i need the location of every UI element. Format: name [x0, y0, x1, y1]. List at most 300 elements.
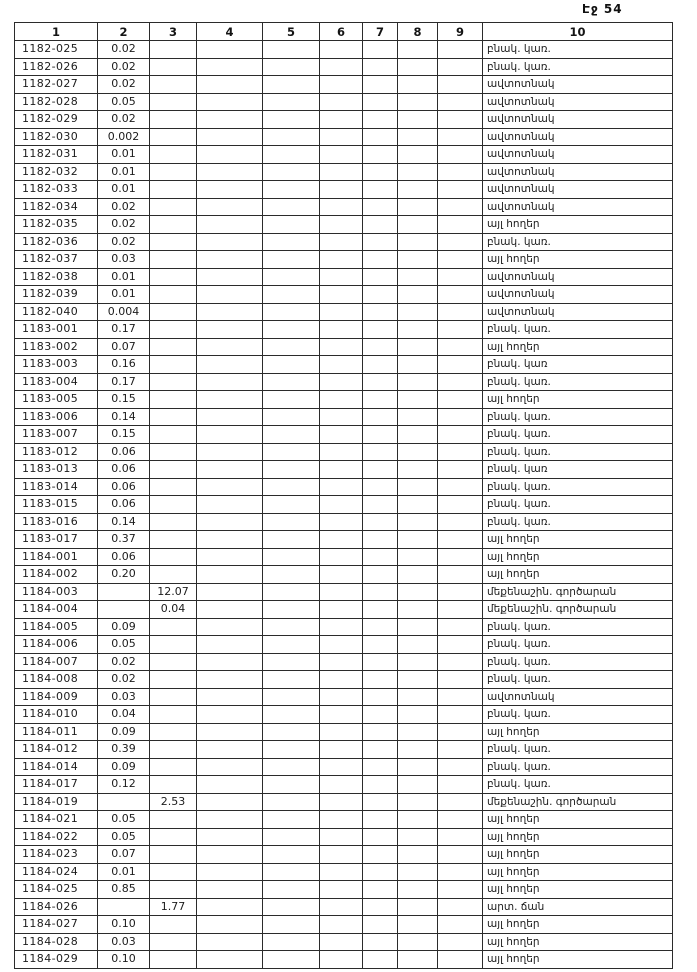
land-use-cell: այլ հողեր [483, 933, 673, 951]
empty-cell [438, 58, 483, 76]
empty-cell [438, 111, 483, 129]
empty-cell [398, 443, 438, 461]
land-use-cell: բնակ. կառ. [483, 513, 673, 531]
empty-cell [438, 671, 483, 689]
empty-cell [263, 146, 320, 164]
area-col2-cell [98, 898, 150, 916]
empty-cell [438, 741, 483, 759]
empty-cell [197, 391, 263, 409]
empty-cell [320, 146, 363, 164]
empty-cell [263, 898, 320, 916]
empty-cell [197, 198, 263, 216]
area-col2-cell: 0.02 [98, 198, 150, 216]
land-use-cell: մեքենաշին. գործարան [483, 583, 673, 601]
empty-cell [197, 548, 263, 566]
empty-cell [363, 583, 398, 601]
area-col3-cell [150, 76, 197, 94]
area-col3-cell [150, 566, 197, 584]
empty-cell [398, 636, 438, 654]
land-use-cell: այլ հողեր [483, 828, 673, 846]
empty-cell [363, 58, 398, 76]
empty-cell [197, 128, 263, 146]
empty-cell [363, 636, 398, 654]
area-col2-cell: 0.06 [98, 443, 150, 461]
empty-cell [197, 776, 263, 794]
table-header-row [15, 23, 673, 41]
empty-cell [398, 373, 438, 391]
area-col2-cell: 0.16 [98, 356, 150, 374]
parcel-code-cell: 1184-021 [15, 811, 98, 829]
empty-cell [197, 933, 263, 951]
area-col3-cell [150, 303, 197, 321]
empty-cell [438, 303, 483, 321]
area-col2-cell: 0.02 [98, 111, 150, 129]
empty-cell [263, 391, 320, 409]
table-row [15, 41, 673, 59]
area-col2-cell: 0.05 [98, 828, 150, 846]
empty-cell [398, 58, 438, 76]
empty-cell [197, 863, 263, 881]
area-col3-cell [150, 776, 197, 794]
table-row [15, 286, 673, 304]
empty-cell [320, 286, 363, 304]
land-use-cell: բնակ. կառ. [483, 443, 673, 461]
empty-cell [438, 636, 483, 654]
empty-cell [320, 268, 363, 286]
empty-cell [197, 653, 263, 671]
empty-cell [320, 933, 363, 951]
empty-cell [363, 93, 398, 111]
land-use-cell: բնակ. կառ. [483, 618, 673, 636]
empty-cell [197, 408, 263, 426]
area-col3-cell [150, 881, 197, 899]
land-use-cell: բնակ. կառ. [483, 373, 673, 391]
empty-cell [398, 863, 438, 881]
parcel-code-cell: 1184-001 [15, 548, 98, 566]
parcel-code-cell: 1182-029 [15, 111, 98, 129]
parcel-code-cell: 1184-009 [15, 688, 98, 706]
table-row [15, 251, 673, 269]
empty-cell [398, 846, 438, 864]
empty-cell [438, 443, 483, 461]
empty-cell [197, 898, 263, 916]
land-use-cell: ավտոտնակ [483, 146, 673, 164]
empty-cell [320, 846, 363, 864]
empty-cell [320, 758, 363, 776]
land-use-cell: այլ հողեր [483, 811, 673, 829]
empty-cell [438, 618, 483, 636]
parcel-code-cell: 1182-034 [15, 198, 98, 216]
empty-cell [438, 286, 483, 304]
area-col2-cell: 0.05 [98, 811, 150, 829]
empty-cell [438, 531, 483, 549]
land-use-cell: այլ հողեր [483, 916, 673, 934]
column-header-6: 6 [320, 23, 363, 41]
area-col3-cell [150, 41, 197, 59]
empty-cell [320, 863, 363, 881]
empty-cell [320, 321, 363, 339]
empty-cell [363, 653, 398, 671]
empty-cell [197, 163, 263, 181]
area-col3-cell [150, 408, 197, 426]
area-col3-cell [150, 93, 197, 111]
area-col3-cell [150, 128, 197, 146]
area-col2-cell: 0.03 [98, 688, 150, 706]
empty-cell [363, 443, 398, 461]
empty-cell [363, 216, 398, 234]
table-row [15, 881, 673, 899]
empty-cell [438, 793, 483, 811]
empty-cell [438, 951, 483, 969]
empty-cell [363, 478, 398, 496]
parcel-code-cell: 1184-028 [15, 933, 98, 951]
area-col2-cell [98, 583, 150, 601]
empty-cell [363, 566, 398, 584]
parcel-code-cell: 1184-029 [15, 951, 98, 969]
table-row [15, 408, 673, 426]
empty-cell [398, 426, 438, 444]
empty-cell [438, 216, 483, 234]
empty-cell [363, 373, 398, 391]
empty-cell [263, 426, 320, 444]
empty-cell [398, 828, 438, 846]
empty-cell [398, 916, 438, 934]
parcel-code-cell: 1182-037 [15, 251, 98, 269]
parcel-code-cell: 1182-035 [15, 216, 98, 234]
empty-cell [197, 181, 263, 199]
empty-cell [197, 251, 263, 269]
area-col3-cell [150, 391, 197, 409]
table-row [15, 811, 673, 829]
empty-cell [263, 251, 320, 269]
empty-cell [438, 653, 483, 671]
land-register-table [14, 22, 673, 969]
empty-cell [398, 286, 438, 304]
area-col2-cell: 0.14 [98, 513, 150, 531]
empty-cell [438, 688, 483, 706]
empty-cell [197, 321, 263, 339]
table-row [15, 478, 673, 496]
empty-cell [398, 653, 438, 671]
empty-cell [438, 898, 483, 916]
table-row [15, 828, 673, 846]
empty-cell [398, 811, 438, 829]
empty-cell [398, 478, 438, 496]
empty-cell [438, 723, 483, 741]
table-row [15, 303, 673, 321]
empty-cell [438, 268, 483, 286]
empty-cell [438, 828, 483, 846]
empty-cell [438, 146, 483, 164]
area-col3-cell [150, 513, 197, 531]
area-col2-cell: 0.03 [98, 251, 150, 269]
empty-cell [263, 636, 320, 654]
empty-cell [263, 566, 320, 584]
empty-cell [263, 601, 320, 619]
empty-cell [263, 41, 320, 59]
empty-cell [320, 496, 363, 514]
area-col3-cell [150, 811, 197, 829]
land-use-cell: բնակ. կառ. [483, 321, 673, 339]
area-col3-cell [150, 478, 197, 496]
empty-cell [263, 583, 320, 601]
table-row [15, 548, 673, 566]
table-row [15, 583, 673, 601]
area-col2-cell: 0.06 [98, 461, 150, 479]
empty-cell [320, 723, 363, 741]
table-row [15, 496, 673, 514]
empty-cell [363, 548, 398, 566]
empty-cell [438, 233, 483, 251]
land-use-cell: մեքենաշին. գործարան [483, 793, 673, 811]
land-use-cell: բնակ. կառ. [483, 408, 673, 426]
empty-cell [320, 461, 363, 479]
area-col2-cell: 0.17 [98, 373, 150, 391]
parcel-code-cell: 1183-004 [15, 373, 98, 391]
table-row [15, 846, 673, 864]
table-row [15, 128, 673, 146]
land-use-cell: ավտոտնակ [483, 198, 673, 216]
parcel-code-cell: 1183-006 [15, 408, 98, 426]
empty-cell [263, 653, 320, 671]
table-row [15, 233, 673, 251]
empty-cell [320, 531, 363, 549]
land-use-cell: բնակ. կառ. [483, 758, 673, 776]
empty-cell [197, 583, 263, 601]
empty-cell [263, 268, 320, 286]
empty-cell [320, 951, 363, 969]
empty-cell [438, 163, 483, 181]
empty-cell [263, 933, 320, 951]
table-row [15, 321, 673, 339]
area-col2-cell: 0.02 [98, 76, 150, 94]
parcel-code-cell: 1182-025 [15, 41, 98, 59]
table-row [15, 373, 673, 391]
empty-cell [197, 758, 263, 776]
area-col2-cell: 0.10 [98, 951, 150, 969]
empty-cell [363, 111, 398, 129]
land-use-cell: ավտոտնակ [483, 76, 673, 94]
table-row [15, 951, 673, 969]
land-use-cell: բնակ. կառ. [483, 58, 673, 76]
empty-cell [398, 951, 438, 969]
area-col2-cell: 0.05 [98, 636, 150, 654]
land-use-cell: արտ. ճան [483, 898, 673, 916]
land-use-cell: ավտոտնակ [483, 303, 673, 321]
parcel-code-cell: 1184-011 [15, 723, 98, 741]
empty-cell [197, 846, 263, 864]
area-col3-cell [150, 163, 197, 181]
empty-cell [363, 723, 398, 741]
empty-cell [197, 881, 263, 899]
empty-cell [197, 461, 263, 479]
parcel-code-cell: 1184-012 [15, 741, 98, 759]
area-col2-cell [98, 793, 150, 811]
empty-cell [363, 898, 398, 916]
empty-cell [263, 548, 320, 566]
empty-cell [438, 198, 483, 216]
area-col3-cell [150, 636, 197, 654]
empty-cell [320, 706, 363, 724]
empty-cell [197, 531, 263, 549]
empty-cell [398, 793, 438, 811]
empty-cell [197, 478, 263, 496]
area-col2-cell: 0.01 [98, 146, 150, 164]
empty-cell [363, 513, 398, 531]
empty-cell [320, 671, 363, 689]
parcel-code-cell: 1184-019 [15, 793, 98, 811]
empty-cell [263, 741, 320, 759]
table-row [15, 636, 673, 654]
empty-cell [363, 828, 398, 846]
column-header-7: 7 [363, 23, 398, 41]
empty-cell [197, 671, 263, 689]
empty-cell [263, 163, 320, 181]
empty-cell [398, 303, 438, 321]
empty-cell [263, 128, 320, 146]
table-row [15, 863, 673, 881]
parcel-code-cell: 1182-031 [15, 146, 98, 164]
area-col3-cell [150, 461, 197, 479]
area-col3-cell [150, 758, 197, 776]
table-row [15, 58, 673, 76]
land-use-cell: այլ հողեր [483, 881, 673, 899]
empty-cell [263, 811, 320, 829]
empty-cell [363, 811, 398, 829]
area-col2-cell: 0.14 [98, 408, 150, 426]
parcel-code-cell: 1184-010 [15, 706, 98, 724]
parcel-code-cell: 1183-002 [15, 338, 98, 356]
empty-cell [398, 93, 438, 111]
empty-cell [363, 181, 398, 199]
empty-cell [320, 566, 363, 584]
land-use-cell: բնակ. կառ. [483, 233, 673, 251]
empty-cell [320, 478, 363, 496]
empty-cell [320, 356, 363, 374]
table-row [15, 513, 673, 531]
empty-cell [438, 811, 483, 829]
empty-cell [197, 93, 263, 111]
land-use-cell: մեքենաշին. գործարան [483, 601, 673, 619]
empty-cell [363, 321, 398, 339]
empty-cell [398, 268, 438, 286]
empty-cell [398, 583, 438, 601]
empty-cell [398, 233, 438, 251]
parcel-code-cell: 1183-016 [15, 513, 98, 531]
empty-cell [320, 793, 363, 811]
parcel-code-cell: 1183-007 [15, 426, 98, 444]
table-row [15, 793, 673, 811]
empty-cell [363, 146, 398, 164]
table-row [15, 741, 673, 759]
empty-cell [363, 426, 398, 444]
area-col3-cell [150, 828, 197, 846]
empty-cell [263, 111, 320, 129]
parcel-code-cell: 1184-022 [15, 828, 98, 846]
empty-cell [197, 706, 263, 724]
table-row [15, 198, 673, 216]
area-col2-cell: 0.02 [98, 233, 150, 251]
table-row [15, 426, 673, 444]
area-col2-cell: 0.05 [98, 93, 150, 111]
land-use-cell: այլ հողեր [483, 846, 673, 864]
empty-cell [263, 706, 320, 724]
empty-cell [197, 41, 263, 59]
empty-cell [438, 496, 483, 514]
empty-cell [320, 216, 363, 234]
area-col3-cell [150, 653, 197, 671]
table-row [15, 268, 673, 286]
empty-cell [398, 356, 438, 374]
empty-cell [320, 601, 363, 619]
area-col3-cell [150, 531, 197, 549]
table-row [15, 566, 673, 584]
parcel-code-cell: 1184-004 [15, 601, 98, 619]
area-col2-cell: 0.01 [98, 181, 150, 199]
area-col2-cell: 0.37 [98, 531, 150, 549]
empty-cell [197, 723, 263, 741]
empty-cell [438, 863, 483, 881]
empty-cell [363, 461, 398, 479]
empty-cell [197, 426, 263, 444]
land-use-cell: բնակ. կառ. [483, 706, 673, 724]
empty-cell [197, 618, 263, 636]
empty-cell [197, 566, 263, 584]
empty-cell [363, 356, 398, 374]
land-use-cell: բնակ. կառ. [483, 653, 673, 671]
empty-cell [363, 268, 398, 286]
empty-cell [398, 548, 438, 566]
area-col3-cell [150, 846, 197, 864]
table-row [15, 391, 673, 409]
area-col3-cell [150, 548, 197, 566]
area-col2-cell: 0.02 [98, 216, 150, 234]
empty-cell [363, 496, 398, 514]
area-col2-cell: 0.09 [98, 758, 150, 776]
empty-cell [263, 671, 320, 689]
land-use-cell: բնակ. կառ. [483, 776, 673, 794]
empty-cell [320, 653, 363, 671]
column-header-9: 9 [438, 23, 483, 41]
parcel-code-cell: 1184-002 [15, 566, 98, 584]
empty-cell [320, 338, 363, 356]
area-col3-cell [150, 251, 197, 269]
empty-cell [263, 93, 320, 111]
table-row [15, 706, 673, 724]
area-col3-cell [150, 373, 197, 391]
empty-cell [398, 391, 438, 409]
empty-cell [398, 776, 438, 794]
empty-cell [398, 601, 438, 619]
area-col2-cell: 0.09 [98, 723, 150, 741]
area-col3-cell [150, 916, 197, 934]
empty-cell [263, 846, 320, 864]
area-col3-cell [150, 723, 197, 741]
land-use-cell: բնակ. կառ. [483, 636, 673, 654]
area-col3-cell [150, 146, 197, 164]
land-use-cell: բնակ. կառ [483, 461, 673, 479]
table-row [15, 461, 673, 479]
empty-cell [363, 688, 398, 706]
area-col3-cell [150, 706, 197, 724]
empty-cell [363, 758, 398, 776]
empty-cell [363, 951, 398, 969]
empty-cell [438, 601, 483, 619]
land-use-cell: այլ հողեր [483, 338, 673, 356]
empty-cell [320, 128, 363, 146]
empty-cell [263, 881, 320, 899]
parcel-code-cell: 1182-030 [15, 128, 98, 146]
